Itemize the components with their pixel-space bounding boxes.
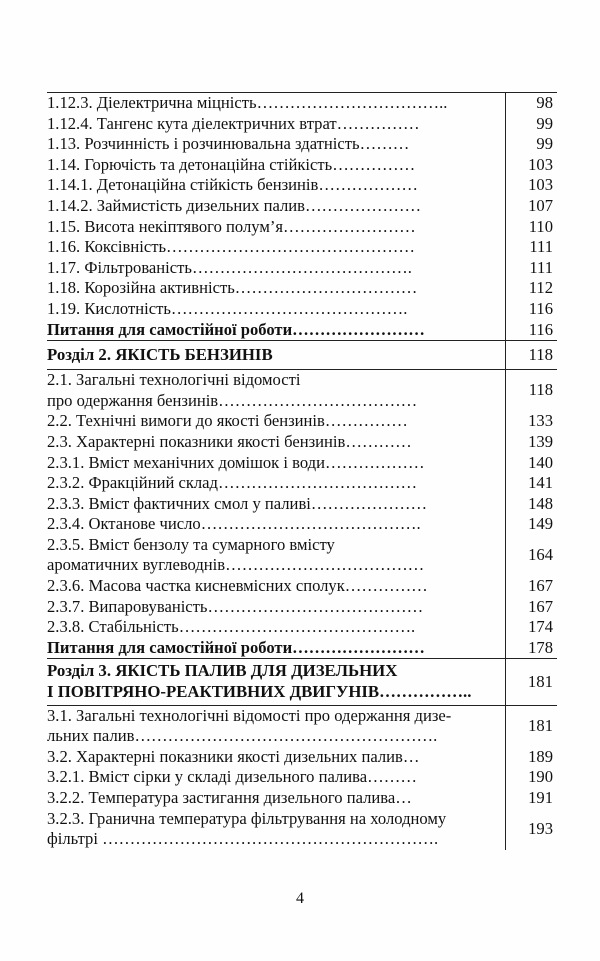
toc-entry-text: 2.3.6. Масова частка кисневмісних сполук…………… xyxy=(47,576,428,596)
toc-entry-text: 1.12.4. Тангенс кута діелектричних втрат…………… xyxy=(47,113,420,133)
toc-row xyxy=(47,597,557,618)
toc-row xyxy=(47,258,557,279)
toc-row xyxy=(47,114,557,135)
toc-entry-text xyxy=(47,370,505,412)
toc-row xyxy=(47,196,557,217)
toc-row xyxy=(47,809,557,850)
toc-entry-page: 141 xyxy=(505,473,557,494)
toc-entry-text: 1.12.3. Діелектрична міцність…………………………….. xyxy=(47,93,448,112)
toc-row xyxy=(47,767,557,788)
toc-entry-text: 3.2.2. Температура застигання дизельного палива… xyxy=(47,788,412,807)
toc-entry-page: 167 xyxy=(505,576,557,597)
toc-entry-text: 3.2.1. Вміст сірки у складі дизельного палива……… xyxy=(47,767,417,787)
toc-entry-text: 2.3. Характерні показники якості бензинів………… xyxy=(47,431,412,451)
toc-entry-text: 2.2. Технічні вимоги до якості бензинів…………… xyxy=(47,411,408,431)
toc-row xyxy=(47,494,557,515)
toc-entry-page: 189 xyxy=(505,747,557,768)
toc-row xyxy=(47,237,557,258)
toc-questions-text: Питання для самостійної роботи…………………… xyxy=(47,320,505,341)
toc-row xyxy=(47,514,557,535)
toc-questions-page: 116 xyxy=(505,320,557,341)
toc-entry-page: 111 xyxy=(505,237,557,258)
toc-row xyxy=(47,278,557,299)
toc-entry-page: 148 xyxy=(505,494,557,515)
toc-row xyxy=(47,747,557,768)
toc-entry-text xyxy=(47,705,505,747)
toc-section-heading xyxy=(47,661,557,702)
toc-entry-page: 103 xyxy=(505,175,557,196)
toc-entry-text xyxy=(47,535,505,576)
toc-row xyxy=(47,535,557,576)
toc-entry-line: ароматичних вуглеводнів……………………………… xyxy=(47,555,425,575)
toc-entry-page: 164 xyxy=(505,535,557,576)
toc-entry-line: про одержання бензинів……………………………… xyxy=(47,390,418,410)
toc-row xyxy=(47,93,557,114)
section-3-title xyxy=(47,661,505,702)
toc-entry-text: 1.15. Висота некіптявого полум’я…………………… xyxy=(47,216,416,236)
toc-entry-text: 1.13. Розчинність і розчинювальна здатність……… xyxy=(47,134,410,154)
toc-entry-text: 1.14.2. Займистість дизельних палив………………… xyxy=(47,195,422,215)
toc-entry-page: 99 xyxy=(505,134,557,155)
toc-entry-text: 2.3.4. Октанове число…………………………………. xyxy=(47,514,421,534)
toc-row xyxy=(47,453,557,474)
toc-row-questions xyxy=(47,320,557,341)
toc-entry-page: 181 xyxy=(505,705,557,747)
toc-entry-page: 191 xyxy=(505,788,557,809)
toc-entry-text: 1.14.1. Детонаційна стійкість бензинів……………… xyxy=(47,175,418,195)
toc-entry-page: 190 xyxy=(505,767,557,788)
toc-row xyxy=(47,134,557,155)
toc-entry-line: фільтрі ……………………………………………………. xyxy=(47,829,439,849)
toc-row xyxy=(47,217,557,238)
toc-table xyxy=(47,92,557,850)
toc-entry-text: 1.16. Коксівність……………………………………… xyxy=(47,237,415,257)
toc-entry-line: 3.2.3. Гранична температура фільтрування на холодному xyxy=(47,808,447,828)
toc-entry-page: 193 xyxy=(505,809,557,850)
toc-row xyxy=(47,299,557,320)
toc-row xyxy=(47,411,557,432)
toc-entry-text xyxy=(47,809,505,850)
toc-row-questions xyxy=(47,638,557,659)
toc-entry-line: 3.1. Загальні технологічні відомості про одержання дизе- xyxy=(47,705,452,725)
toc-row xyxy=(47,432,557,453)
toc-entry-page: 174 xyxy=(505,617,557,638)
toc-row xyxy=(47,705,557,747)
section-3-title-line: І ПОВІТРЯНО-РЕАКТИВНИХ ДВИГУНІВ…………….. xyxy=(47,682,472,702)
toc-row xyxy=(47,370,557,412)
toc-entry-page: 167 xyxy=(505,597,557,618)
toc-entry-text: 2.3.8. Стабільність……………………………………. xyxy=(47,617,416,637)
toc-entry-line: 2.3.5. Вміст бензолу та сумарного вмісту xyxy=(47,534,335,554)
toc-entry-text: 1.14. Горючість та детонаційна стійкість…………… xyxy=(47,154,416,174)
section-2-title: Розділ 2. ЯКІСТЬ БЕНЗИНІВ xyxy=(47,344,273,364)
toc-entry-page: 149 xyxy=(505,514,557,535)
table-of-contents xyxy=(47,92,557,850)
toc-entry-page: 111 xyxy=(505,258,557,279)
toc-row xyxy=(47,576,557,597)
toc-entry-page: 118 xyxy=(505,370,557,412)
toc-entry-page: 110 xyxy=(505,217,557,238)
toc-entry-text: 2.3.7. Випаровуваність………………………………… xyxy=(47,596,424,616)
toc-questions-page: 178 xyxy=(505,638,557,659)
toc-entry-page: 139 xyxy=(505,432,557,453)
toc-entry-line: 2.1. Загальні технологічні відомості xyxy=(47,370,301,390)
toc-entry-text: 2.3.3. Вміст фактичних смол у паливі………………… xyxy=(47,493,428,513)
toc-entry-page: 133 xyxy=(505,411,557,432)
toc-entry-page: 103 xyxy=(505,155,557,176)
toc-section-heading xyxy=(47,343,557,367)
toc-row xyxy=(47,617,557,638)
section-3-title-line: Розділ 3. ЯКІСТЬ ПАЛИВ ДЛЯ ДИЗЕЛЬНИХ xyxy=(47,661,398,681)
toc-entry-text: 3.2. Характерні показники якості дизельних палив… xyxy=(47,746,420,766)
toc-entry-text: 1.18. Корозійна активність…………………………… xyxy=(47,278,418,298)
toc-row xyxy=(47,788,557,809)
toc-row xyxy=(47,473,557,494)
toc-entry-text: 1.19. Кислотність……………………………………. xyxy=(47,298,408,318)
toc-entry-line: льних палив………………………………………………. xyxy=(47,726,438,746)
toc-entry-page: 116 xyxy=(505,299,557,320)
toc-entry-page: 112 xyxy=(505,278,557,299)
toc-row xyxy=(47,155,557,176)
toc-entry-text: 2.3.2. Фракційний склад……………………………… xyxy=(47,473,418,493)
section-2-page: 118 xyxy=(505,343,557,367)
toc-entry-text: 1.17. Фільтрованість…………………………………. xyxy=(47,257,412,277)
toc-entry-page: 140 xyxy=(505,453,557,474)
page-number: 4 xyxy=(296,890,304,907)
toc-row xyxy=(47,175,557,196)
toc-entry-text: 2.3.1. Вміст механічних домішок і води……………… xyxy=(47,452,425,472)
section-3-page: 181 xyxy=(505,661,557,702)
toc-entry-page: 99 xyxy=(505,114,557,135)
toc-entry-page: 107 xyxy=(505,196,557,217)
toc-entry-page: 98 xyxy=(505,93,557,114)
toc-questions-text: Питання для самостійної роботи…………………… xyxy=(47,638,505,659)
